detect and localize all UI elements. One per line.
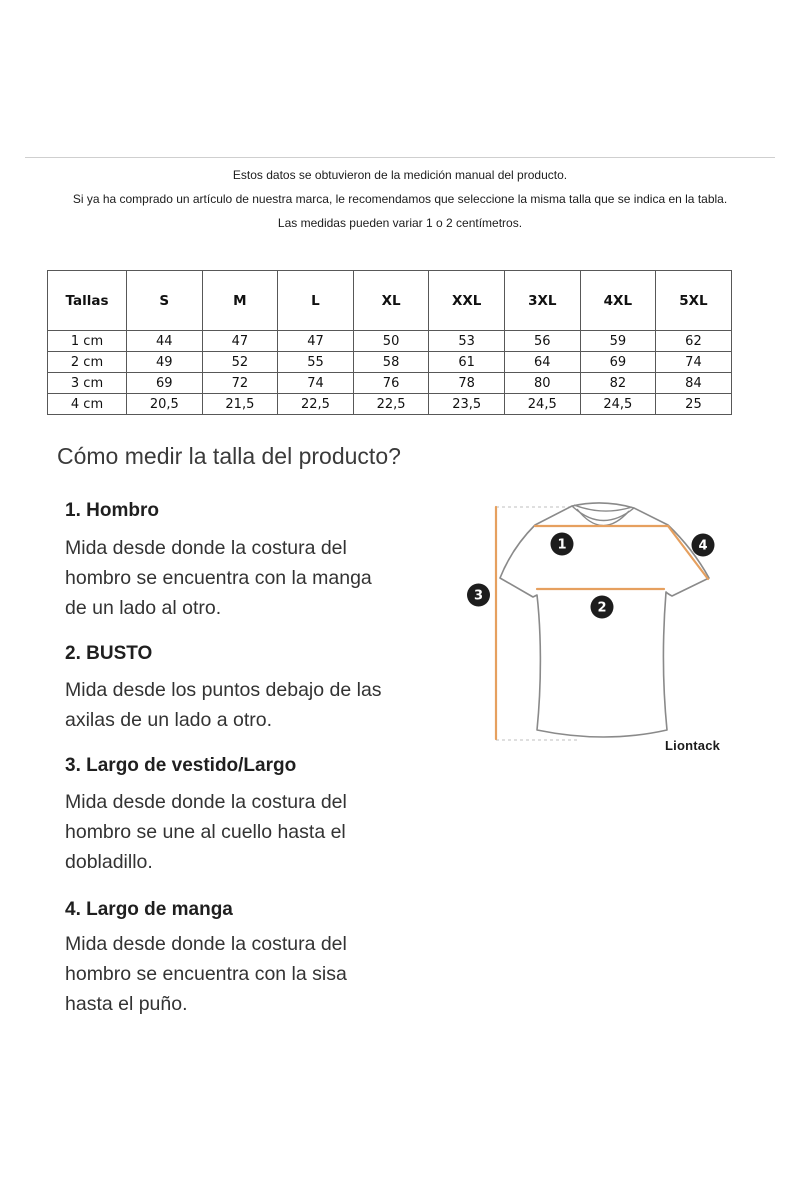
section-3-line: Mida desde donde la costura del <box>65 791 347 813</box>
section-2-line: axilas de un lado a otro. <box>65 709 273 731</box>
row-label: 4 cm <box>48 394 127 415</box>
top-divider <box>25 157 775 158</box>
size-cell: 22,5 <box>353 394 429 415</box>
size-cell: 80 <box>504 373 580 394</box>
size-row-1 <box>48 331 732 352</box>
column-header-xl: XL <box>353 271 429 331</box>
column-header-5xl: 5XL <box>656 271 732 331</box>
size-chart-table <box>47 270 732 415</box>
size-cell: 50 <box>353 331 429 352</box>
marker-1-number: 1 <box>557 537 567 553</box>
section-4-line: hasta el puño. <box>65 993 188 1015</box>
measurement-note-2: Si ya ha comprado un artículo de nuestra marca, le recomendamos que seleccione la misma talla que se indica en la tabla. <box>72 192 728 206</box>
size-cell: 22,5 <box>278 394 354 415</box>
size-cell: 82 <box>580 373 656 394</box>
section-3-line: dobladillo. <box>65 851 153 873</box>
section-1-line: Mida desde donde la costura del <box>65 537 347 559</box>
section-4-line: Mida desde donde la costura del <box>65 933 347 955</box>
size-cell: 52 <box>202 352 278 373</box>
brand-label: Liontack <box>665 738 721 753</box>
size-cell: 49 <box>127 352 203 373</box>
section-1-line: de un lado al otro. <box>65 597 222 619</box>
size-cell: 24,5 <box>504 394 580 415</box>
size-cell: 58 <box>353 352 429 373</box>
size-cell: 78 <box>429 373 505 394</box>
size-row-2 <box>48 352 732 373</box>
size-cell: 47 <box>202 331 278 352</box>
measurement-note-1: Estos datos se obtuvieron de la medición manual del producto. <box>232 168 568 182</box>
size-cell: 59 <box>580 331 656 352</box>
row-label: 2 cm <box>48 352 127 373</box>
size-cell: 61 <box>429 352 505 373</box>
marker-3-badge <box>467 584 490 607</box>
section-1-body <box>65 533 470 623</box>
marker-3-number: 3 <box>473 588 484 604</box>
section-2-body <box>65 675 470 735</box>
section-2-line: Mida desde los puntos debajo de las <box>65 679 382 701</box>
size-cell: 84 <box>656 373 732 394</box>
column-header-tallas: Tallas <box>48 271 127 331</box>
tshirt-diagram <box>450 490 770 765</box>
guide-heading: Cómo medir la talla del producto? <box>57 443 401 469</box>
size-cell: 69 <box>127 373 203 394</box>
size-cell: 53 <box>429 331 505 352</box>
size-row-4 <box>48 394 732 415</box>
size-cell: 76 <box>353 373 429 394</box>
section-4-line: hombro se encuentra con la sisa <box>65 963 347 985</box>
column-header-xxl: XXL <box>429 271 505 331</box>
section-3-title: 3. Largo de vestido/Largo <box>65 755 297 776</box>
size-cell: 69 <box>580 352 656 373</box>
row-label: 1 cm <box>48 331 127 352</box>
column-header-3xl: 3XL <box>504 271 580 331</box>
size-cell: 24,5 <box>580 394 656 415</box>
size-cell: 74 <box>278 373 354 394</box>
size-cell: 44 <box>127 331 203 352</box>
column-header-4xl: 4XL <box>580 271 656 331</box>
size-cell: 56 <box>504 331 580 352</box>
size-cell: 72 <box>202 373 278 394</box>
size-cell: 55 <box>278 352 354 373</box>
measurement-note-3: Las medidas pueden variar 1 o 2 centímetros. <box>277 216 523 230</box>
row-label: 3 cm <box>48 373 127 394</box>
section-3-line: hombro se une al cuello hasta el <box>65 821 346 843</box>
column-header-l: L <box>278 271 354 331</box>
size-cell: 64 <box>504 352 580 373</box>
marker-1-badge <box>551 533 574 556</box>
section-1-line: hombro se encuentra con la manga <box>65 567 372 589</box>
section-3-body <box>65 787 470 877</box>
marker-2-badge <box>591 596 614 619</box>
size-row-3 <box>48 373 732 394</box>
section-4-body <box>65 929 470 1019</box>
column-header-s: S <box>127 271 203 331</box>
marker-4-number: 4 <box>698 538 708 554</box>
size-table-header-row <box>48 271 732 331</box>
marker-2-number: 2 <box>597 600 607 616</box>
section-2-title: 2. BUSTO <box>65 643 153 664</box>
size-cell: 20,5 <box>127 394 203 415</box>
size-cell: 23,5 <box>429 394 505 415</box>
section-1-title: 1. Hombro <box>65 500 159 521</box>
size-cell: 21,5 <box>202 394 278 415</box>
size-cell: 47 <box>278 331 354 352</box>
column-header-m: M <box>202 271 278 331</box>
size-cell: 25 <box>656 394 732 415</box>
marker-4-badge <box>692 534 715 557</box>
section-4-title: 4. Largo de manga <box>65 899 233 920</box>
size-cell: 74 <box>656 352 732 373</box>
size-cell: 62 <box>656 331 732 352</box>
